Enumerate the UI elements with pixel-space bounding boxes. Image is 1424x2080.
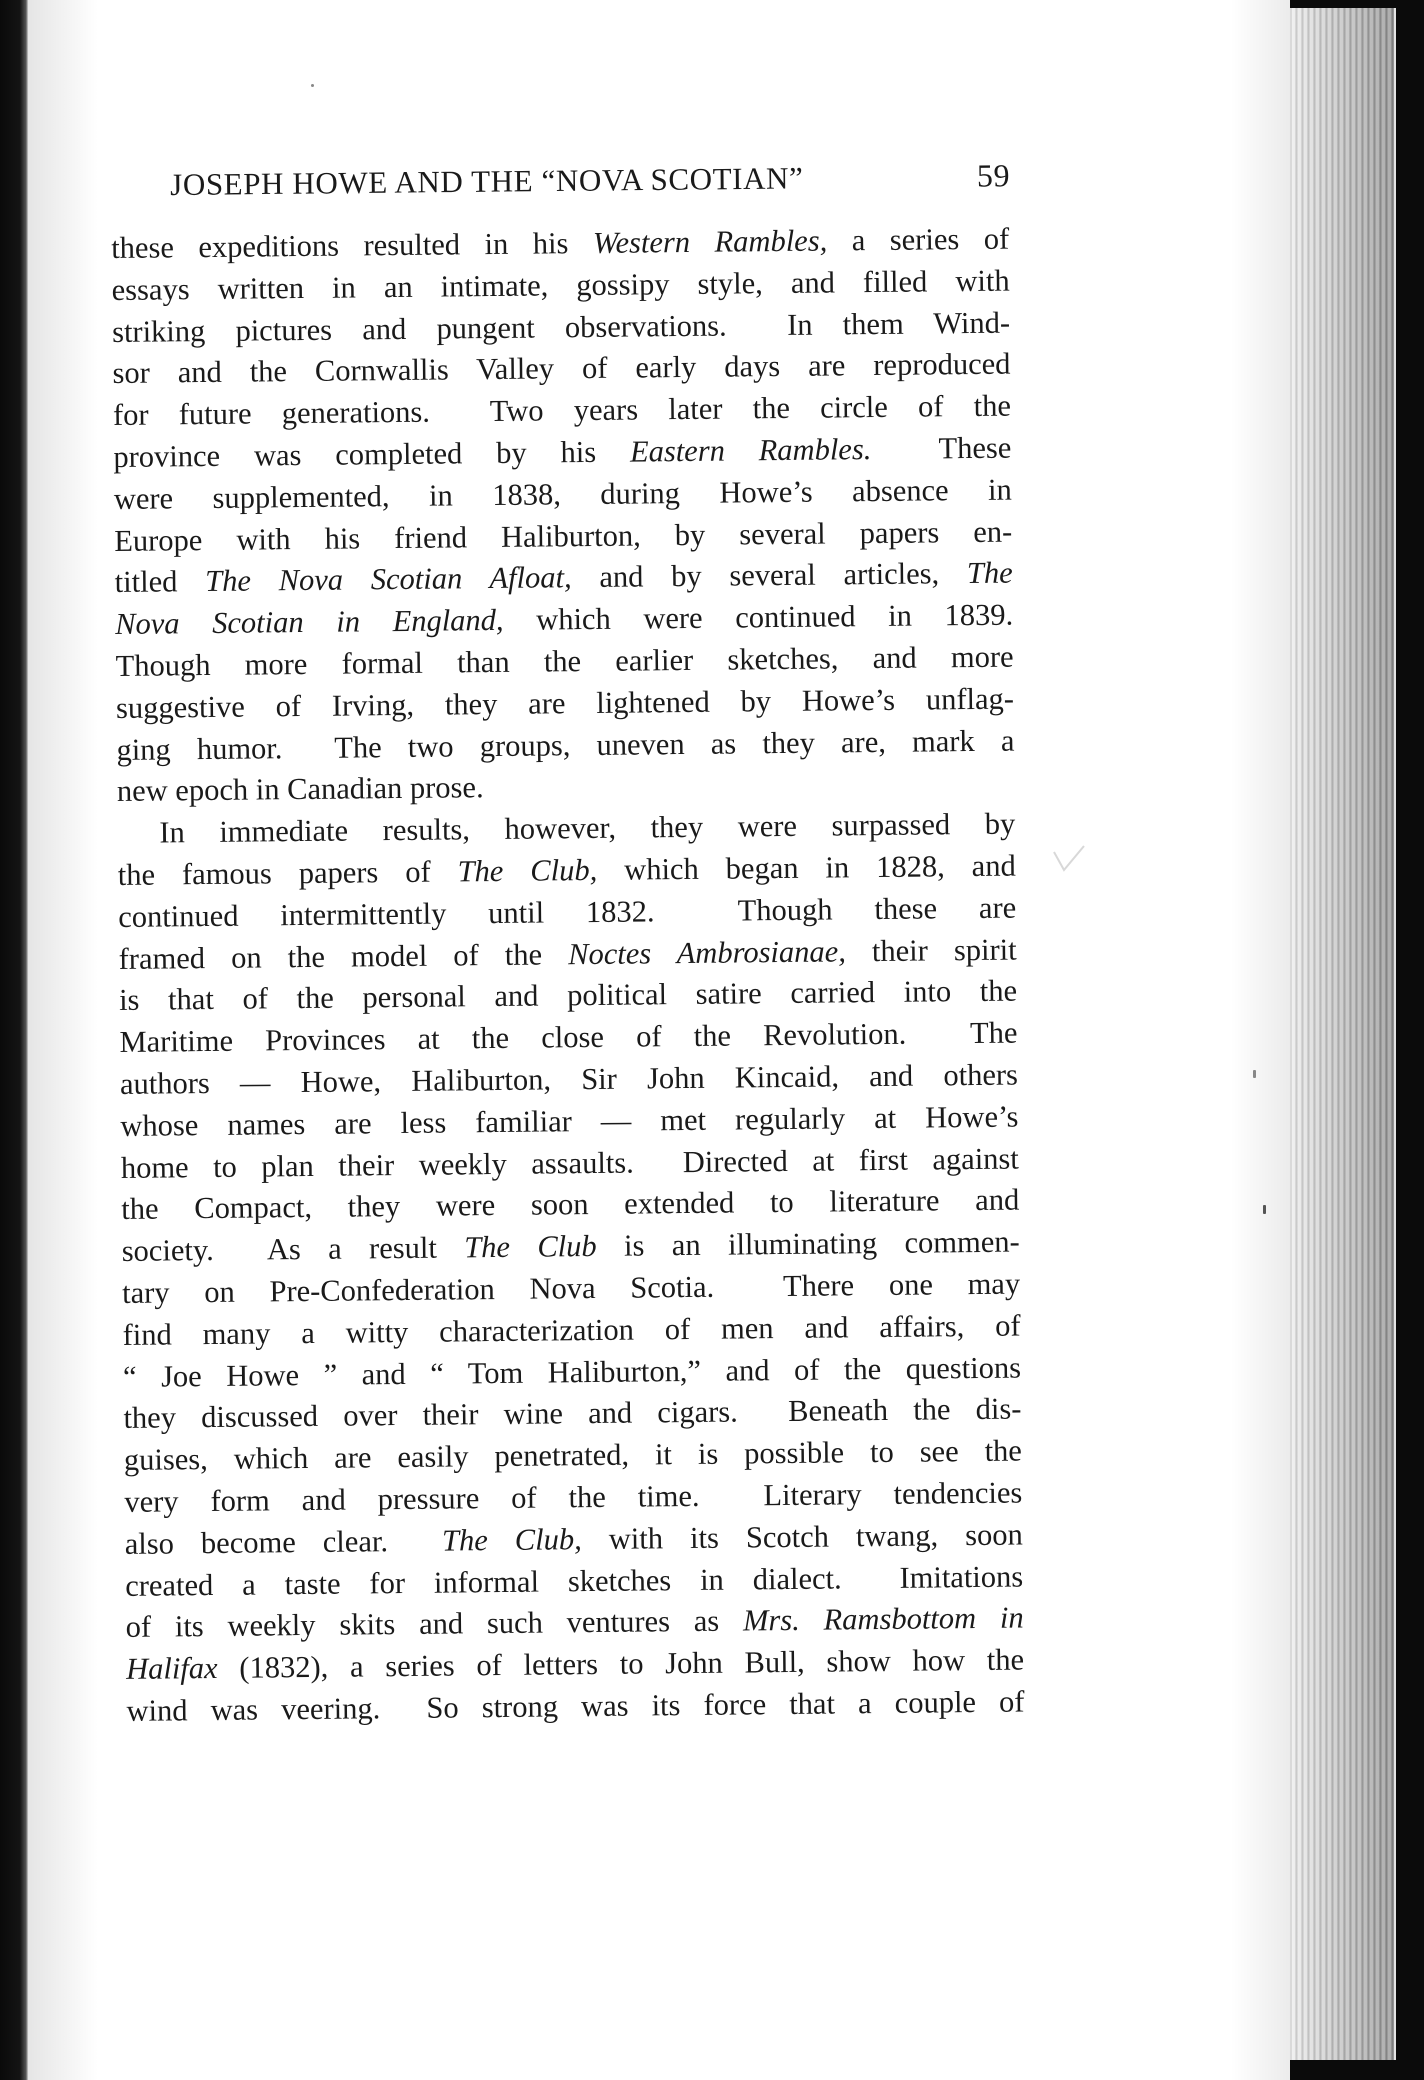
text-run: titled xyxy=(114,564,206,600)
running-header-title: JOSEPH HOWE AND THE “NOVA SCOTIAN” xyxy=(170,160,804,202)
text-run: framed on the model of the xyxy=(118,936,569,976)
text-run: ging humor. The two groups, uneven as they are, mark a xyxy=(116,723,1015,767)
text-run: the famous papers of xyxy=(117,854,458,892)
italic-title: Nova Scotian in England, xyxy=(114,603,504,642)
page-number: 59 xyxy=(976,157,1011,194)
text-run: striking pictures and pungent observations. In them Wind- xyxy=(111,305,1011,349)
text-line xyxy=(126,1681,1024,1732)
book-spine-edge xyxy=(0,0,28,2080)
text-run: Europe with his friend Haliburton, by several papers en- xyxy=(114,514,1013,558)
text-run: In immediate results, however, they were surpassed by xyxy=(159,806,1016,850)
italic-title: Eastern Rambles. xyxy=(629,432,872,469)
italic-title: The Nova Scotian Afloat, xyxy=(204,560,572,599)
text-run: which began in 1828, and xyxy=(597,848,1016,887)
text-run: society. As a result xyxy=(121,1230,465,1269)
text-run: is an illuminating commen- xyxy=(596,1224,1020,1264)
italic-title: The Club, xyxy=(457,852,598,889)
text-run: they discussed over their wine and cigars. Beneath the dis- xyxy=(123,1391,1022,1436)
text-run: tary on Pre-Confederation Nova Scotia. There one may xyxy=(121,1266,1021,1310)
text-run: which were continued in 1839. xyxy=(503,597,1014,638)
text-run: “ Joe Howe ” and “ Tom Haliburton,” and of the questions xyxy=(122,1350,1022,1394)
text-run: for future generations. Two years later the circle of the xyxy=(112,388,1012,433)
text-run: find many a witty characterization of men and affairs, of xyxy=(122,1308,1021,1352)
text-run: Maritime Provinces at the close of the Revolution. The xyxy=(119,1015,1018,1060)
text-run: sor and the Cornwallis Valley of early days are reproduced xyxy=(112,346,1011,391)
text-run: authors — Howe, Haliburton, Sir John Kincaid, and others xyxy=(119,1057,1019,1101)
text-run: their spirit xyxy=(845,932,1017,968)
text-run: home to plan their weekly assaults. Directed at first against xyxy=(120,1141,1019,1185)
body-text xyxy=(111,219,1025,1733)
text-run: new epoch in Canadian prose. xyxy=(116,770,484,809)
text-run: guises, which are easily penetrated, it is possible to see the xyxy=(123,1433,1023,1478)
text-run: (1832), a series of letters to John Bull, show how the xyxy=(217,1642,1025,1686)
text-run: Though more formal than the earlier sketches, and more xyxy=(115,639,1014,683)
pencil-check-mark xyxy=(1050,840,1090,880)
dust-speck xyxy=(1263,1205,1266,1214)
text-run: suggestive of Irving, they are lightened by Howe’s unflag- xyxy=(115,681,1015,725)
text-run: and by several articles, xyxy=(571,556,968,595)
page-edge-shadow xyxy=(1230,0,1290,2080)
italic-title: The Club, xyxy=(441,1521,582,1558)
page-stack-shade xyxy=(1290,8,1394,2060)
text-run: created a taste for informal sketches in dialect. Imitations xyxy=(125,1559,1024,1603)
text-run: these expeditions resulted in his xyxy=(111,225,594,265)
italic-title: The Club xyxy=(464,1229,597,1265)
text-run: very form and pressure of the time. Literary tendencies xyxy=(124,1475,1023,1519)
text-run: the Compact, they were soon extended to literature and xyxy=(121,1182,1020,1227)
text-run: wind was veering. So strong was its force that a couple of xyxy=(126,1684,1025,1728)
text-run: whose names are less familiar — met regularly at Howe’s xyxy=(120,1099,1019,1143)
text-run: essays written in an intimate, gossipy style, and filled with xyxy=(111,263,1010,307)
running-header xyxy=(170,157,1010,203)
text-run: province was completed by his xyxy=(113,434,631,474)
gutter-shadow xyxy=(28,0,98,2080)
dust-speck xyxy=(1253,1070,1256,1078)
text-run: also become clear. xyxy=(124,1523,443,1561)
dust-speck xyxy=(311,84,314,87)
italic-title: Mrs. Ramsbottom in xyxy=(742,1600,1024,1638)
italic-title: Western Rambles, xyxy=(592,223,828,260)
text-run: were supplemented, in 1838, during Howe’s absence in xyxy=(113,472,1012,516)
italic-title: The xyxy=(966,555,1013,591)
text-run: is that of the personal and political satire carried into the xyxy=(118,973,1018,1018)
italic-title: Halifax xyxy=(125,1651,218,1687)
text-run: with its Scotch twang, soon xyxy=(581,1517,1023,1556)
italic-title: Noctes Ambrosianae, xyxy=(567,933,847,971)
text-run: of its weekly skits and such ventures as xyxy=(125,1603,744,1645)
text-run: continued intermittently until 1832. Though these are xyxy=(118,890,1017,934)
text-run: These xyxy=(871,430,1012,467)
text-run: a series of xyxy=(827,221,1010,258)
